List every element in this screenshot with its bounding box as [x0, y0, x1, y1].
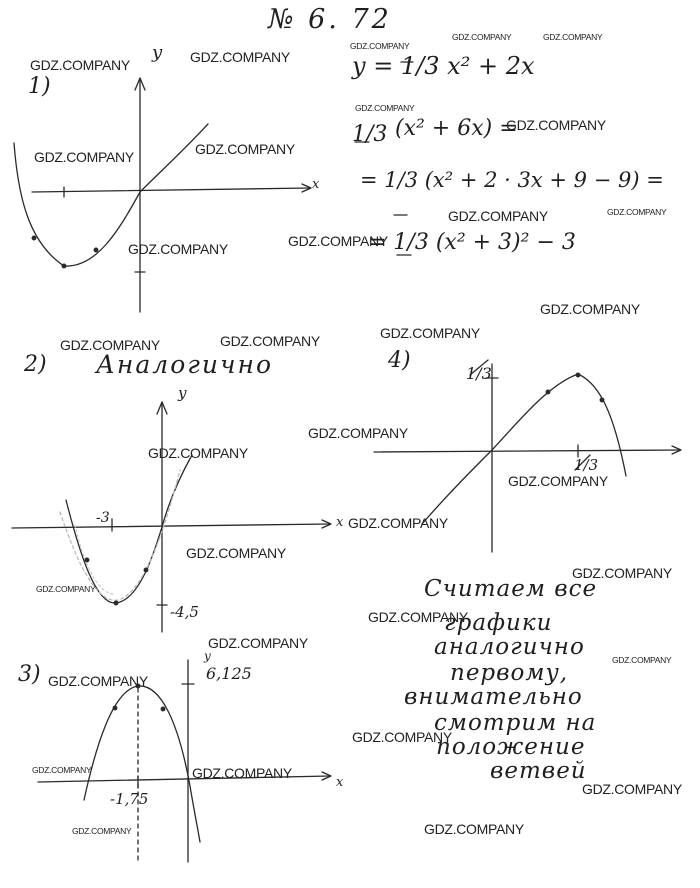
graph1-x-axis [32, 188, 310, 192]
watermark: GDZ.COMPANY [612, 655, 672, 665]
step2-coefficient: 1/3 [352, 122, 388, 147]
watermark: GDZ.COMPANY [128, 241, 228, 257]
watermark: GDZ.COMPANY [192, 765, 292, 781]
note-line-4: первому, [450, 660, 569, 686]
graph2-x-axis [12, 524, 330, 528]
graph3-tick-y-label: 6,125 [206, 664, 252, 683]
watermark: GDZ.COMPANY [448, 208, 548, 224]
watermark: GDZ.COMPANY [424, 821, 524, 837]
part1-label: 1) [28, 74, 51, 99]
note-line-5: внимательно [404, 684, 583, 710]
graph4-curve [422, 374, 626, 524]
watermark: GDZ.COMPANY [220, 333, 320, 349]
watermark: GDZ.COMPANY [350, 41, 410, 51]
watermark: GDZ.COMPANY [607, 207, 667, 217]
watermark: GDZ.COMPANY [148, 445, 248, 461]
watermark: GDZ.COMPANY [380, 325, 480, 341]
note-line-6: смотрим на [434, 710, 597, 736]
watermark: GDZ.COMPANY [34, 149, 134, 165]
graph2-tick-y-label: -4,5 [170, 603, 199, 621]
graph3-y-label: y [204, 649, 211, 663]
step4-expression: = 1/3 (x² + 3)² − 3 [368, 230, 576, 255]
watermark: GDZ.COMPANY [582, 781, 682, 797]
watermark: GDZ.COMPANY [190, 49, 290, 65]
note-line-1: Считаем все [424, 576, 598, 602]
graph2-y-label: y [178, 384, 187, 402]
watermark: GDZ.COMPANY [572, 565, 672, 581]
watermark: GDZ.COMPANY [543, 32, 603, 42]
step2-expression: (x² + 6x) = [395, 116, 518, 141]
graph2-tick-x-label: -3 [96, 510, 110, 526]
part3-label: 3) [18, 662, 41, 687]
watermark: GDZ.COMPANY [355, 103, 415, 113]
note-line-3: аналогично [434, 634, 585, 660]
watermark: GDZ.COMPANY [48, 673, 148, 689]
part2-word: Аналогично [96, 350, 274, 379]
problem-number: № 6. 72 [268, 4, 392, 35]
watermark: GDZ.COMPANY [30, 57, 130, 73]
graph2-parabola [66, 455, 192, 603]
graph3-x-label: x [336, 775, 344, 790]
graph3-parabola [84, 686, 200, 842]
graph4-tick-y-label: 1/3 [466, 364, 492, 383]
watermark: GDZ.COMPANY [288, 233, 388, 249]
graph4-x-axis [374, 450, 680, 452]
watermark: GDZ.COMPANY [195, 141, 295, 157]
watermark: GDZ.COMPANY [348, 515, 448, 531]
graph1-y-label: y [152, 42, 163, 63]
graph1-x-label: x [312, 177, 320, 192]
watermark: GDZ.COMPANY [352, 729, 452, 745]
step3-expression: = 1/3 (x² + 2 · 3x + 9 − 9) = [360, 168, 664, 192]
watermark: GDZ.COMPANY [368, 609, 468, 625]
note-line-7: положение [436, 734, 586, 760]
watermark: GDZ.COMPANY [506, 117, 606, 133]
watermark: GDZ.COMPANY [60, 337, 160, 353]
watermark: GDZ.COMPANY [186, 545, 286, 561]
watermark: GDZ.COMPANY [308, 425, 408, 441]
graph2-x-label: x [336, 515, 344, 530]
graph4-tick-x-label: 1/3 [574, 456, 599, 474]
note-line-2: графики [444, 610, 553, 636]
part4-label: 4) [388, 348, 411, 373]
equation-main: y = 1/3 x² + 2x [352, 52, 535, 80]
watermark: GDZ.COMPANY [508, 473, 608, 489]
watermark: GDZ.COMPANY [32, 765, 92, 775]
watermark: GDZ.COMPANY [540, 301, 640, 317]
watermark: GDZ.COMPANY [208, 635, 308, 651]
watermark: GDZ.COMPANY [452, 32, 512, 42]
note-line-8: ветвей [490, 758, 587, 784]
graph3-tick-x-label: -1,75 [110, 790, 149, 808]
part2-label: 2) [24, 352, 47, 377]
watermark: GDZ.COMPANY [72, 826, 132, 836]
watermark: GDZ.COMPANY [36, 584, 96, 594]
